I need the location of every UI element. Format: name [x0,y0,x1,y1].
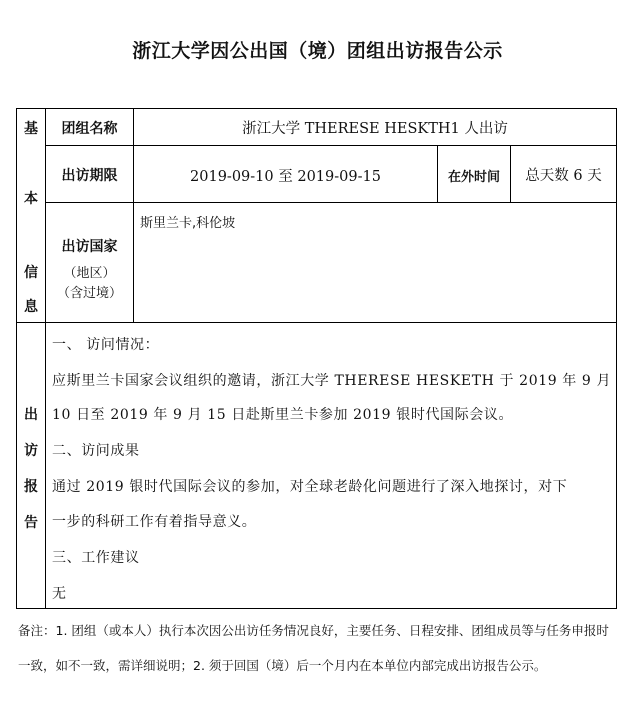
group-name-label: 团组名称 [61,121,118,137]
abroad-time-label: 在外时间 [447,170,500,185]
note-line: 一致，如不一致，需详细说明；2. 须于回国（境）后一个月内在本单位内部完成出访报告公示。 [18,658,547,673]
period-value: 2019-09-10 至 2019-09-15 [190,169,381,185]
abroad-time-value: 总天数 6 天 [525,168,602,184]
paragraph-line: 通过 2019 银时代国际会议的参加，对全球老龄化问题进行了深入地探讨，对下 [52,479,568,495]
side-char: 信 [24,265,38,281]
country-label-region: （地区） [63,266,116,281]
paragraph-line: 一步的科研工作有着指导意义。 [52,514,257,530]
section-heading-visit: 一、 访问情况： [52,337,160,353]
group-name-value: 浙江大学 THERESE HESKTH1 人出访 [242,121,508,137]
side-char: 基 [24,121,38,137]
side-char: 告 [24,515,38,531]
side-char: 本 [24,191,38,207]
side-char: 息 [24,299,38,315]
paragraph-line: 10 日至 2019 年 9 月 15 日赴斯里兰卡参加 2019 银时代国际会议。 [52,407,514,423]
side-char: 报 [24,479,38,495]
note-line: 备注：1. 团组（或本人）执行本次因公出访任务情况良好，主要任务、日程安排、团组成员等与任务申报时 [18,623,609,638]
section-heading-suggestions: 三、工作建议 [52,550,140,566]
side-char: 访 [24,443,38,459]
country-label-transit: （含过境） [56,286,122,301]
section-heading-results: 二、访问成果 [52,443,140,459]
country-value: 斯里兰卡,科伦坡 [140,216,236,231]
suggestion-content: 无 [52,586,67,602]
paragraph-line: 应斯里兰卡国家会议组织的邀请，浙江大学 THERESE HESKETH 于 2019 年 9 月 [52,373,612,389]
page-title: 浙江大学因公出国（境）团组出访报告公示 [132,40,503,62]
side-char: 出 [24,407,38,423]
country-label: 出访国家 [61,239,118,255]
period-label: 出访期限 [61,168,118,184]
